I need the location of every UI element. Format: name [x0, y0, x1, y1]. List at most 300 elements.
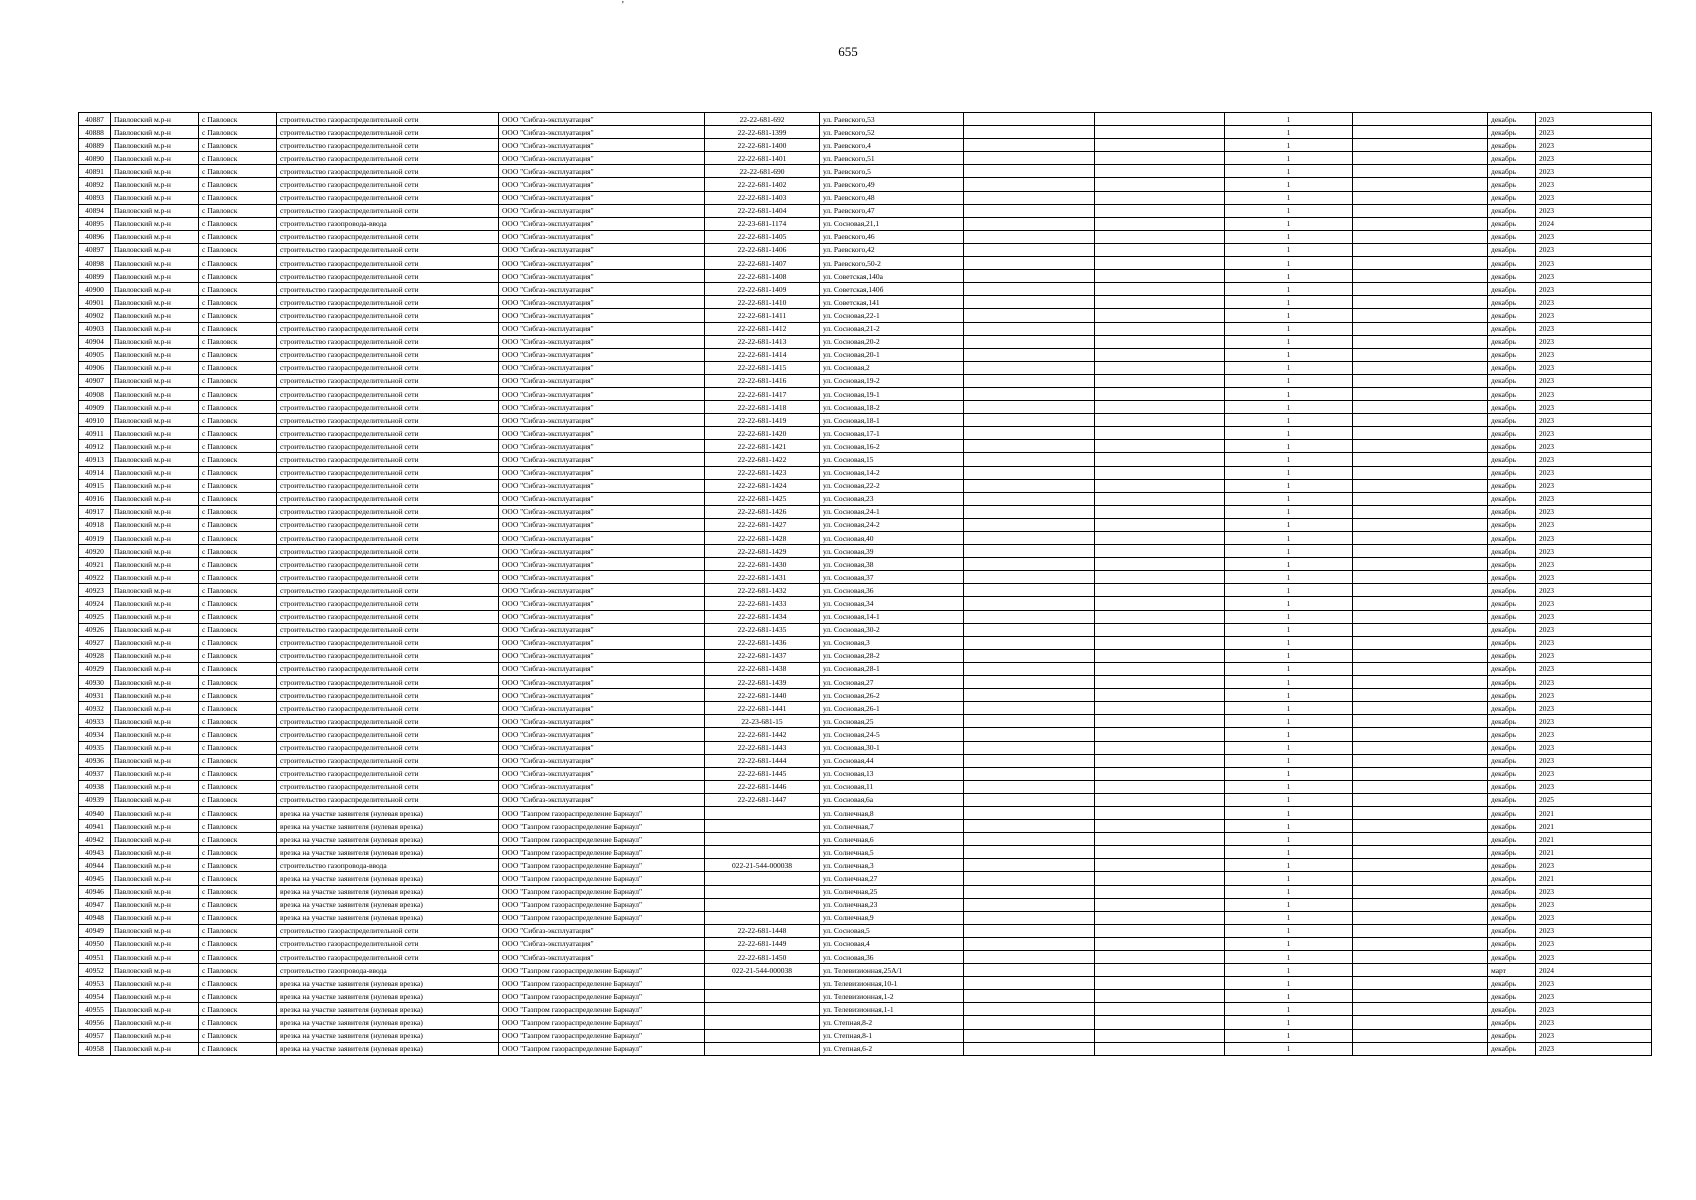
settlement-cell: с Павловск: [199, 479, 277, 492]
empty-cell: [964, 505, 1095, 518]
organization-cell: ООО "Сибгаз-эксплуатация": [499, 597, 705, 610]
empty-cell: [1095, 610, 1225, 623]
work-type-cell: строительство газораспределительной сети: [277, 296, 499, 309]
empty-cell: [964, 427, 1095, 440]
municipality-cell: Павловский м.р-н: [111, 636, 199, 649]
settlement-cell: с Павловск: [199, 545, 277, 558]
municipality-cell: Павловский м.р-н: [111, 715, 199, 728]
municipality-cell: Павловский м.р-н: [111, 126, 199, 139]
municipality-cell: Павловский м.р-н: [111, 466, 199, 479]
empty-cell: [1353, 165, 1488, 178]
organization-cell: ООО "Сибгаз-эксплуатация": [499, 689, 705, 702]
year-cell: 2023: [1536, 545, 1652, 558]
empty-cell: [964, 780, 1095, 793]
work-type-cell: строительство газораспределительной сети: [277, 348, 499, 361]
empty-cell: [964, 702, 1095, 715]
address-cell: ул. Сосновая,20-1: [820, 348, 964, 361]
municipality-cell: Павловский м.р-н: [111, 427, 199, 440]
document-number-cell: [705, 911, 820, 924]
row-number: 40902: [79, 309, 111, 322]
month-cell: декабрь: [1488, 505, 1536, 518]
organization-cell: ООО "Сибгаз-эксплуатация": [499, 754, 705, 767]
table-row: [79, 571, 1652, 584]
empty-cell: [1353, 689, 1488, 702]
year-cell: 2023: [1536, 518, 1652, 531]
row-number: 40956: [79, 1016, 111, 1029]
month-cell: декабрь: [1488, 243, 1536, 256]
organization-cell: ООО "Сибгаз-эксплуатация": [499, 532, 705, 545]
empty-cell: [964, 584, 1095, 597]
month-cell: декабрь: [1488, 610, 1536, 623]
row-number: 40923: [79, 584, 111, 597]
month-cell: декабрь: [1488, 649, 1536, 662]
count-cell: 1: [1225, 414, 1353, 427]
row-number: 40891: [79, 165, 111, 178]
month-cell: декабрь: [1488, 728, 1536, 741]
table-row: [79, 387, 1652, 400]
empty-cell: [1353, 230, 1488, 243]
month-cell: декабрь: [1488, 466, 1536, 479]
empty-cell: [964, 440, 1095, 453]
address-cell: ул. Сосновая,16-2: [820, 440, 964, 453]
empty-cell: [964, 518, 1095, 531]
address-cell: ул. Раевского,49: [820, 178, 964, 191]
empty-cell: [1095, 243, 1225, 256]
count-cell: 1: [1225, 951, 1353, 964]
year-cell: 2023: [1536, 623, 1652, 636]
row-number: 40910: [79, 414, 111, 427]
empty-cell: [964, 649, 1095, 662]
empty-cell: [1353, 990, 1488, 1003]
settlement-cell: с Павловск: [199, 964, 277, 977]
address-cell: ул. Солнечная,6: [820, 833, 964, 846]
document-number-cell: 22-22-681-1429: [705, 545, 820, 558]
empty-cell: [1095, 558, 1225, 571]
empty-cell: [1095, 466, 1225, 479]
work-type-cell: строительство газораспределительной сети: [277, 387, 499, 400]
empty-cell: [1095, 1042, 1225, 1055]
empty-cell: [1095, 964, 1225, 977]
empty-cell: [1353, 977, 1488, 990]
work-type-cell: строительство газораспределительной сети: [277, 178, 499, 191]
organization-cell: ООО "Сибгаз-эксплуатация": [499, 662, 705, 675]
table-row: [79, 558, 1652, 571]
month-cell: декабрь: [1488, 165, 1536, 178]
table-row: [79, 846, 1652, 859]
settlement-cell: с Павловск: [199, 715, 277, 728]
work-type-cell: строительство газораспределительной сети: [277, 767, 499, 780]
address-cell: ул. Степная,6-2: [820, 1042, 964, 1055]
empty-cell: [1353, 1003, 1488, 1016]
document-number-cell: 22-22-681-1418: [705, 401, 820, 414]
organization-cell: ООО "Сибгаз-эксплуатация": [499, 518, 705, 531]
document-number-cell: [705, 833, 820, 846]
empty-cell: [1095, 780, 1225, 793]
count-cell: 1: [1225, 833, 1353, 846]
organization-cell: ООО "Сибгаз-эксплуатация": [499, 296, 705, 309]
empty-cell: [1353, 479, 1488, 492]
row-number: 40932: [79, 702, 111, 715]
organization-cell: ООО "Сибгаз-эксплуатация": [499, 767, 705, 780]
work-type-cell: строительство газораспределительной сети: [277, 662, 499, 675]
empty-cell: [964, 296, 1095, 309]
document-number-cell: 22-22-681-1399: [705, 126, 820, 139]
count-cell: 1: [1225, 702, 1353, 715]
empty-cell: [1095, 885, 1225, 898]
row-number: 40915: [79, 479, 111, 492]
empty-cell: [1353, 545, 1488, 558]
address-cell: ул. Сосновая,30-2: [820, 623, 964, 636]
count-cell: 1: [1225, 898, 1353, 911]
month-cell: декабрь: [1488, 113, 1536, 126]
table-row: [79, 204, 1652, 217]
settlement-cell: с Павловск: [199, 126, 277, 139]
empty-cell: [1353, 139, 1488, 152]
empty-cell: [1353, 662, 1488, 675]
settlement-cell: с Павловск: [199, 139, 277, 152]
municipality-cell: Павловский м.р-н: [111, 872, 199, 885]
table-row: [79, 990, 1652, 1003]
table-row: [79, 139, 1652, 152]
row-number: 40958: [79, 1042, 111, 1055]
table-row: [79, 322, 1652, 335]
settlement-cell: с Павловск: [199, 662, 277, 675]
row-number: 40929: [79, 662, 111, 675]
month-cell: декабрь: [1488, 204, 1536, 217]
table-row: [79, 689, 1652, 702]
row-number: 40940: [79, 806, 111, 819]
month-cell: декабрь: [1488, 532, 1536, 545]
address-cell: ул. Сосновая,36: [820, 951, 964, 964]
organization-cell: ООО "Сибгаз-эксплуатация": [499, 204, 705, 217]
work-type-cell: врезка на участке заявителя (нулевая врезка): [277, 872, 499, 885]
settlement-cell: с Павловск: [199, 859, 277, 872]
work-type-cell: строительство газораспределительной сети: [277, 780, 499, 793]
table-row: [79, 676, 1652, 689]
row-number: 40928: [79, 649, 111, 662]
month-cell: декабрь: [1488, 623, 1536, 636]
work-type-cell: строительство газораспределительной сети: [277, 715, 499, 728]
address-cell: ул. Степная,8-1: [820, 1029, 964, 1042]
row-number: 40917: [79, 505, 111, 518]
table-row: [79, 505, 1652, 518]
address-cell: ул. Солнечная,3: [820, 859, 964, 872]
table-row: [79, 820, 1652, 833]
month-cell: декабрь: [1488, 322, 1536, 335]
month-cell: декабрь: [1488, 440, 1536, 453]
empty-cell: [1353, 270, 1488, 283]
table-row: [79, 440, 1652, 453]
municipality-cell: Павловский м.р-н: [111, 113, 199, 126]
month-cell: декабрь: [1488, 937, 1536, 950]
table-row: [79, 741, 1652, 754]
settlement-cell: с Павловск: [199, 505, 277, 518]
count-cell: 1: [1225, 623, 1353, 636]
count-cell: 1: [1225, 139, 1353, 152]
empty-cell: [1095, 257, 1225, 270]
empty-cell: [1353, 505, 1488, 518]
empty-cell: [964, 793, 1095, 806]
organization-cell: ООО "Сибгаз-эксплуатация": [499, 178, 705, 191]
empty-cell: [1353, 518, 1488, 531]
empty-cell: [964, 152, 1095, 165]
document-number-cell: 22-22-681-1424: [705, 479, 820, 492]
municipality-cell: Павловский м.р-н: [111, 230, 199, 243]
organization-cell: ООО "Сибгаз-эксплуатация": [499, 217, 705, 230]
organization-cell: ООО "Сибгаз-эксплуатация": [499, 571, 705, 584]
year-cell: 2023: [1536, 676, 1652, 689]
year-cell: 2023: [1536, 1042, 1652, 1055]
settlement-cell: с Павловск: [199, 387, 277, 400]
address-cell: ул. Сосновая,38: [820, 558, 964, 571]
municipality-cell: Павловский м.р-н: [111, 322, 199, 335]
work-type-cell: врезка на участке заявителя (нулевая врезка): [277, 820, 499, 833]
organization-cell: ООО "Газпром газораспределение Барнаул": [499, 833, 705, 846]
empty-cell: [964, 453, 1095, 466]
year-cell: 2023: [1536, 178, 1652, 191]
empty-cell: [1095, 767, 1225, 780]
empty-cell: [964, 243, 1095, 256]
settlement-cell: с Павловск: [199, 1029, 277, 1042]
year-cell: 2023: [1536, 951, 1652, 964]
month-cell: декабрь: [1488, 924, 1536, 937]
work-type-cell: строительство газораспределительной сети: [277, 401, 499, 414]
address-cell: ул. Сосновая,4: [820, 937, 964, 950]
year-cell: 2023: [1536, 662, 1652, 675]
organization-cell: ООО "Сибгаз-эксплуатация": [499, 361, 705, 374]
empty-cell: [1095, 387, 1225, 400]
address-cell: ул. Сосновая,44: [820, 754, 964, 767]
year-cell: 2023: [1536, 335, 1652, 348]
work-type-cell: строительство газораспределительной сети: [277, 374, 499, 387]
municipality-cell: Павловский м.р-н: [111, 270, 199, 283]
table-row: [79, 937, 1652, 950]
month-cell: декабрь: [1488, 898, 1536, 911]
year-cell: 2023: [1536, 859, 1652, 872]
municipality-cell: Павловский м.р-н: [111, 178, 199, 191]
address-cell: ул. Степная,8-2: [820, 1016, 964, 1029]
count-cell: 1: [1225, 715, 1353, 728]
address-cell: ул. Раевского,50-2: [820, 257, 964, 270]
table-row: [79, 374, 1652, 387]
table-row: [79, 165, 1652, 178]
document-number-cell: [705, 977, 820, 990]
document-number-cell: 22-22-681-1401: [705, 152, 820, 165]
document-number-cell: 22-22-681-1425: [705, 492, 820, 505]
empty-cell: [1353, 453, 1488, 466]
work-type-cell: строительство газораспределительной сети: [277, 453, 499, 466]
month-cell: декабрь: [1488, 270, 1536, 283]
month-cell: декабрь: [1488, 859, 1536, 872]
empty-cell: [1353, 309, 1488, 322]
work-type-cell: строительство газораспределительной сети: [277, 113, 499, 126]
count-cell: 1: [1225, 545, 1353, 558]
month-cell: декабрь: [1488, 754, 1536, 767]
municipality-cell: Павловский м.р-н: [111, 257, 199, 270]
municipality-cell: Павловский м.р-н: [111, 558, 199, 571]
month-cell: декабрь: [1488, 715, 1536, 728]
year-cell: 2023: [1536, 924, 1652, 937]
count-cell: 1: [1225, 859, 1353, 872]
row-number: 40938: [79, 780, 111, 793]
work-type-cell: строительство газораспределительной сети: [277, 466, 499, 479]
empty-cell: [1095, 440, 1225, 453]
document-number-cell: 22-22-681-1415: [705, 361, 820, 374]
count-cell: 1: [1225, 649, 1353, 662]
organization-cell: ООО "Сибгаз-эксплуатация": [499, 374, 705, 387]
month-cell: декабрь: [1488, 453, 1536, 466]
empty-cell: [964, 767, 1095, 780]
empty-cell: [1095, 754, 1225, 767]
municipality-cell: Павловский м.р-н: [111, 191, 199, 204]
work-type-cell: строительство газопровода-ввода: [277, 217, 499, 230]
settlement-cell: с Павловск: [199, 322, 277, 335]
work-type-cell: врезка на участке заявителя (нулевая врезка): [277, 977, 499, 990]
address-cell: ул. Сосновая,18-1: [820, 414, 964, 427]
empty-cell: [1095, 715, 1225, 728]
organization-cell: ООО "Газпром газораспределение Барнаул": [499, 898, 705, 911]
empty-cell: [964, 754, 1095, 767]
table-row: [79, 243, 1652, 256]
empty-cell: [1095, 178, 1225, 191]
address-cell: ул. Сосновая,2: [820, 361, 964, 374]
empty-cell: [1353, 780, 1488, 793]
year-cell: 2023: [1536, 492, 1652, 505]
empty-cell: [1353, 217, 1488, 230]
document-number-cell: [705, 1042, 820, 1055]
empty-cell: [1095, 924, 1225, 937]
address-cell: ул. Сосновая,28-1: [820, 662, 964, 675]
month-cell: декабрь: [1488, 296, 1536, 309]
table-row: [79, 1029, 1652, 1042]
document-number-cell: [705, 1029, 820, 1042]
empty-cell: [1353, 833, 1488, 846]
empty-cell: [964, 322, 1095, 335]
organization-cell: ООО "Сибгаз-эксплуатация": [499, 479, 705, 492]
year-cell: 2021: [1536, 846, 1652, 859]
document-number-cell: 22-22-681-1407: [705, 257, 820, 270]
year-cell: 2023: [1536, 532, 1652, 545]
row-number: 40952: [79, 964, 111, 977]
empty-cell: [964, 820, 1095, 833]
count-cell: 1: [1225, 243, 1353, 256]
address-cell: ул. Сосновая,13: [820, 767, 964, 780]
empty-cell: [1353, 126, 1488, 139]
settlement-cell: с Павловск: [199, 401, 277, 414]
count-cell: 1: [1225, 754, 1353, 767]
address-cell: ул. Сосновая,24-2: [820, 518, 964, 531]
count-cell: 1: [1225, 767, 1353, 780]
organization-cell: ООО "Сибгаз-эксплуатация": [499, 257, 705, 270]
address-cell: ул. Сосновая,24-5: [820, 728, 964, 741]
row-number: 40894: [79, 204, 111, 217]
address-cell: ул. Раевского,47: [820, 204, 964, 217]
table-row: [79, 309, 1652, 322]
empty-cell: [1095, 806, 1225, 819]
month-cell: декабрь: [1488, 126, 1536, 139]
count-cell: 1: [1225, 584, 1353, 597]
empty-cell: [1353, 558, 1488, 571]
empty-cell: [964, 885, 1095, 898]
municipality-cell: Павловский м.р-н: [111, 505, 199, 518]
municipality-cell: Павловский м.р-н: [111, 728, 199, 741]
empty-cell: [964, 859, 1095, 872]
municipality-cell: Павловский м.р-н: [111, 780, 199, 793]
count-cell: 1: [1225, 505, 1353, 518]
work-type-cell: строительство газораспределительной сети: [277, 283, 499, 296]
row-number: 40927: [79, 636, 111, 649]
address-cell: ул. Сосновая,5: [820, 924, 964, 937]
address-cell: ул. Сосновая,3: [820, 636, 964, 649]
empty-cell: [964, 990, 1095, 1003]
count-cell: 1: [1225, 937, 1353, 950]
empty-cell: [964, 689, 1095, 702]
row-number: 40937: [79, 767, 111, 780]
municipality-cell: Павловский м.р-н: [111, 610, 199, 623]
year-cell: 2023: [1536, 911, 1652, 924]
work-type-cell: врезка на участке заявителя (нулевая врезка): [277, 898, 499, 911]
work-type-cell: строительство газораспределительной сети: [277, 741, 499, 754]
empty-cell: [1353, 715, 1488, 728]
year-cell: 2023: [1536, 453, 1652, 466]
work-type-cell: строительство газораспределительной сети: [277, 335, 499, 348]
organization-cell: ООО "Сибгаз-эксплуатация": [499, 309, 705, 322]
organization-cell: ООО "Сибгаз-эксплуатация": [499, 191, 705, 204]
row-number: 40921: [79, 558, 111, 571]
work-type-cell: врезка на участке заявителя (нулевая врезка): [277, 911, 499, 924]
empty-cell: [1095, 191, 1225, 204]
work-type-cell: строительство газораспределительной сети: [277, 427, 499, 440]
empty-cell: [1095, 977, 1225, 990]
empty-cell: [1095, 165, 1225, 178]
count-cell: 1: [1225, 1029, 1353, 1042]
work-type-cell: строительство газораспределительной сети: [277, 793, 499, 806]
empty-cell: [964, 1029, 1095, 1042]
work-type-cell: строительство газораспределительной сети: [277, 309, 499, 322]
organization-cell: ООО "Сибгаз-эксплуатация": [499, 230, 705, 243]
count-cell: 1: [1225, 872, 1353, 885]
settlement-cell: с Павловск: [199, 191, 277, 204]
year-cell: 2023: [1536, 990, 1652, 1003]
municipality-cell: Павловский м.р-н: [111, 741, 199, 754]
address-cell: ул. Сосновая,17-1: [820, 427, 964, 440]
organization-cell: ООО "Сибгаз-эксплуатация": [499, 702, 705, 715]
register-table: [78, 112, 1652, 1056]
empty-cell: [964, 911, 1095, 924]
address-cell: ул. Сосновая,26-2: [820, 689, 964, 702]
organization-cell: ООО "Сибгаз-эксплуатация": [499, 113, 705, 126]
table-row: [79, 780, 1652, 793]
row-number: 40898: [79, 257, 111, 270]
empty-cell: [1095, 951, 1225, 964]
empty-cell: [1353, 937, 1488, 950]
table-row: [79, 649, 1652, 662]
row-number: 40887: [79, 113, 111, 126]
empty-cell: [1095, 649, 1225, 662]
row-number: 40924: [79, 597, 111, 610]
municipality-cell: Павловский м.р-н: [111, 545, 199, 558]
table-row: [79, 296, 1652, 309]
empty-cell: [1095, 545, 1225, 558]
document-number-cell: 22-22-681-1436: [705, 636, 820, 649]
address-cell: ул. Сосновая,22-2: [820, 479, 964, 492]
table-body: [79, 113, 1652, 1056]
year-cell: 2023: [1536, 505, 1652, 518]
document-number-cell: 22-22-681-1448: [705, 924, 820, 937]
document-number-cell: 22-22-681-1413: [705, 335, 820, 348]
table-row: [79, 113, 1652, 126]
month-cell: декабрь: [1488, 283, 1536, 296]
